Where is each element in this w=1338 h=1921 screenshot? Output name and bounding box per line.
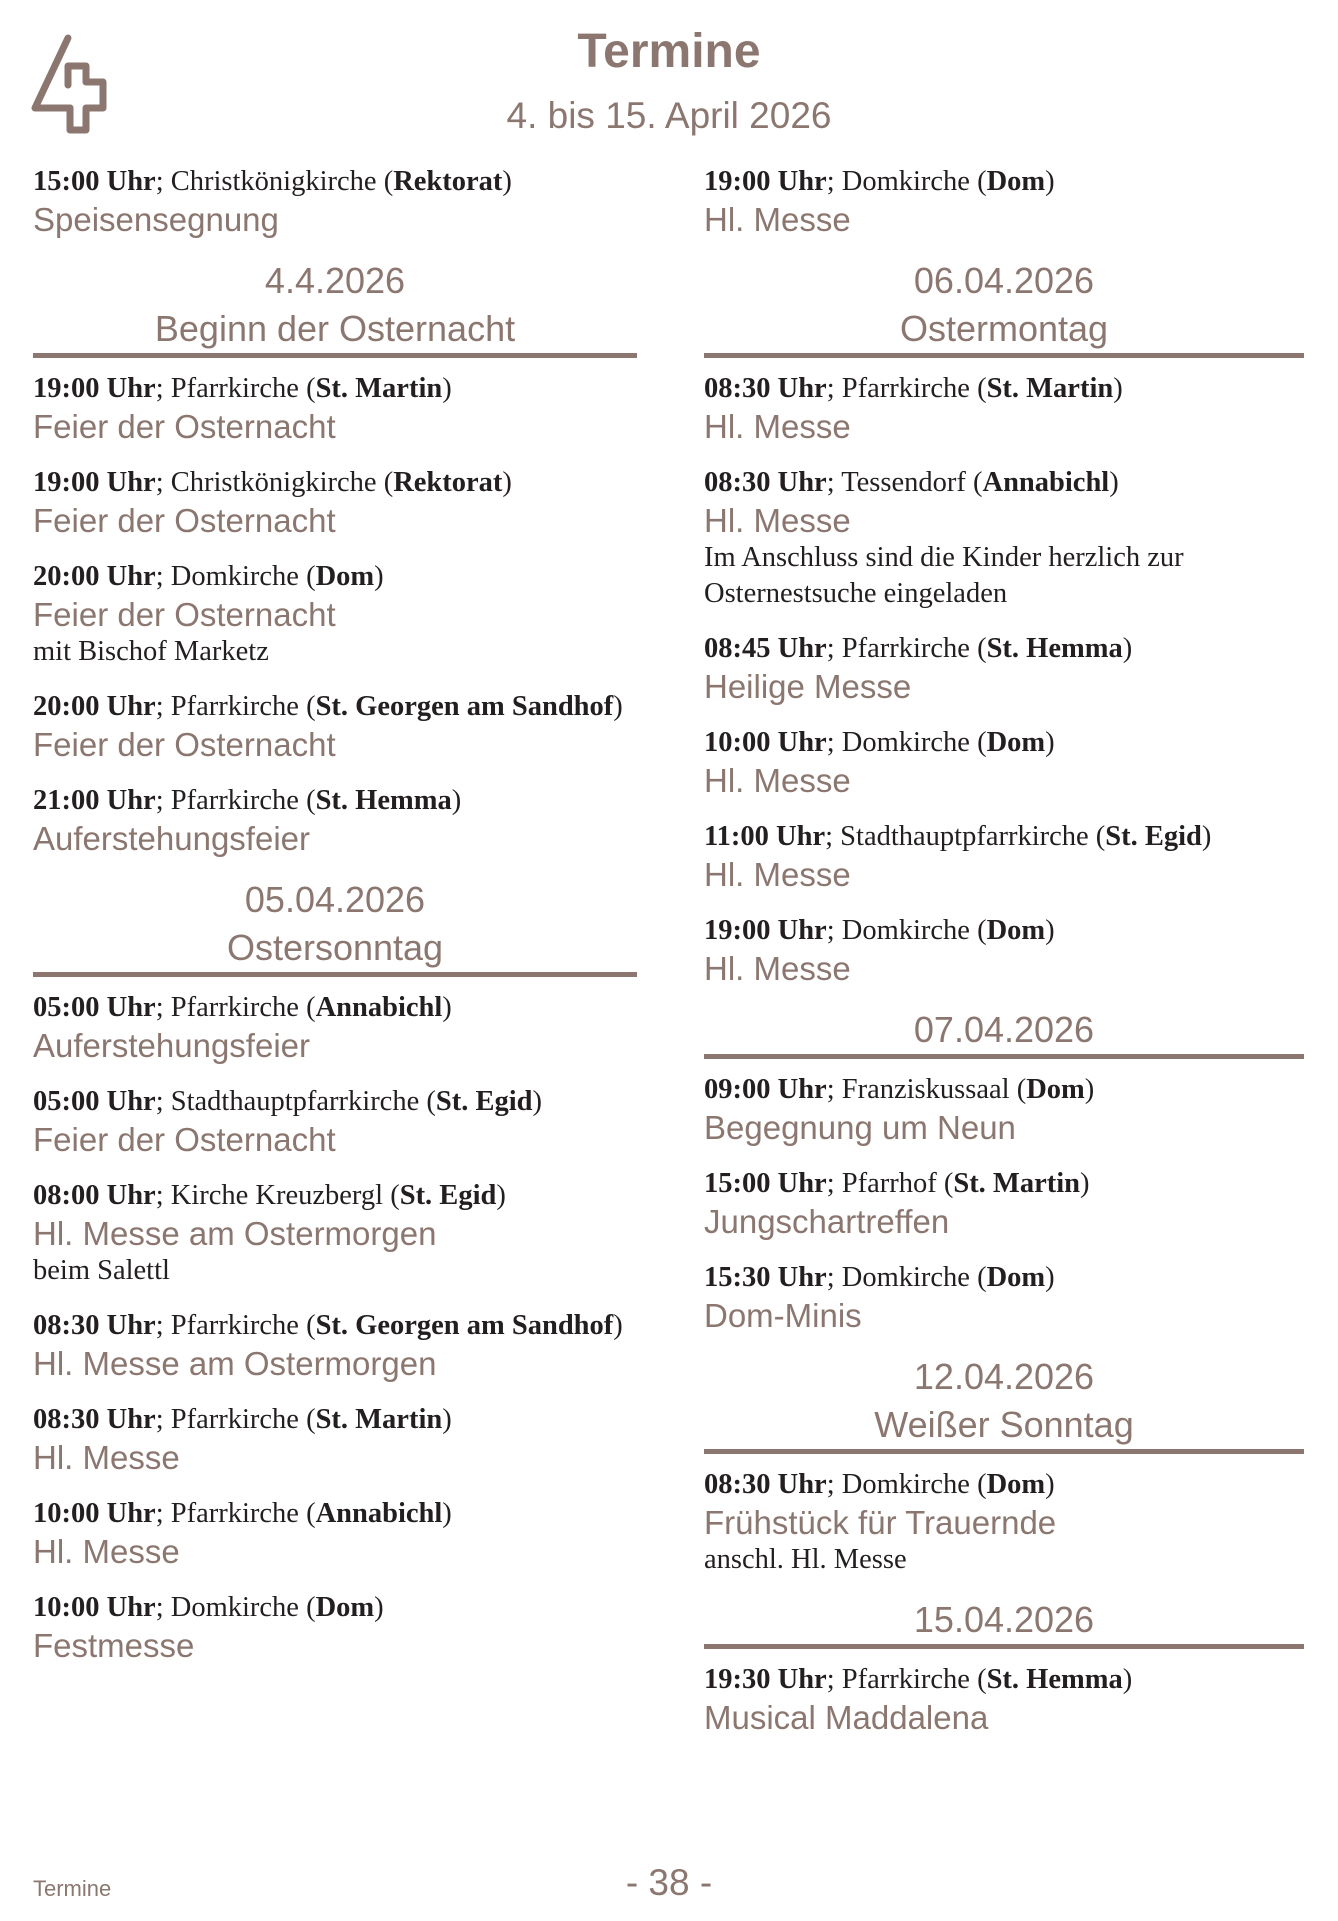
day-section <box>704 1596 1304 1737</box>
day-date: 4.4.2026 <box>264 260 406 301</box>
event-place: Pfarrhof <box>834 1168 944 1199</box>
event-time: 08:30 Uhr <box>704 1469 827 1500</box>
event-item <box>704 370 1304 446</box>
event-parish: Rektorat <box>393 467 503 498</box>
event-header: 10:00 Uhr; Domkirche (Dom) <box>33 1592 384 1623</box>
event-item <box>33 989 637 1065</box>
event-item <box>33 1495 637 1571</box>
event-place: Christkönigkirche <box>163 467 384 498</box>
day-header <box>704 1596 1304 1649</box>
event-header: 08:30 Uhr; Pfarrkirche (St. Georgen am Sandhof) <box>33 1310 623 1341</box>
event-time: 10:00 Uhr <box>704 727 827 758</box>
day-date: 07.04.2026 <box>913 1009 1095 1050</box>
event-item <box>33 558 637 670</box>
event-parish: Annabichl <box>315 1498 443 1529</box>
event-header: 08:45 Uhr; Pfarrkirche (St. Hemma) <box>704 633 1133 664</box>
event-parish: St. Martin <box>315 373 443 404</box>
separator: ; <box>155 1498 164 1529</box>
event-title: Hl. Messe <box>704 502 851 539</box>
event-time: 19:00 Uhr <box>33 373 156 404</box>
event-parish: Dom <box>1026 1074 1085 1105</box>
event-parish: Dom <box>986 1469 1046 1500</box>
event-header: 05:00 Uhr; Stadthauptpfarrkirche (St. Egid) <box>33 1086 542 1117</box>
event-item <box>704 818 1304 894</box>
event-title: Feier der Osternacht <box>33 408 336 445</box>
event-place: Pfarrkirche <box>163 1310 307 1341</box>
event-place: Pfarrkirche <box>163 785 307 816</box>
separator: ; <box>826 633 835 664</box>
event-item <box>704 1259 1304 1335</box>
separator: ; <box>826 1469 835 1500</box>
event-item <box>33 1589 637 1665</box>
separator: ; <box>826 727 835 758</box>
event-header: 20:00 Uhr; Domkirche (Dom) <box>33 561 384 592</box>
day-name: Ostermontag <box>899 308 1109 349</box>
day-section <box>704 257 1304 988</box>
event-parish: St. Hemma <box>986 1664 1123 1695</box>
event-item <box>33 464 637 540</box>
event-place: Kirche Kreuzbergl <box>163 1180 391 1211</box>
event-title: Jungschartreffen <box>704 1203 950 1240</box>
event-parish: St. Egid <box>435 1086 533 1117</box>
event-note: mit Bischof Marketz <box>33 636 269 667</box>
event-item <box>33 1177 637 1289</box>
event-title: Feier der Osternacht <box>33 726 336 763</box>
event-title: Feier der Osternacht <box>33 596 336 633</box>
event-header: 19:00 Uhr; Christkönigkirche (Rektorat) <box>33 467 512 498</box>
event-parish: St. Hemma <box>315 785 452 816</box>
event-time: 08:30 Uhr <box>33 1404 156 1435</box>
event-item <box>33 1083 637 1159</box>
event-header: 10:00 Uhr; Domkirche (Dom) <box>704 727 1055 758</box>
event-time: 08:00 Uhr <box>33 1180 156 1211</box>
event-item <box>704 163 1304 239</box>
event-parish: Annabichl <box>315 992 443 1023</box>
event-place: Domkirche <box>834 727 978 758</box>
event-header: 19:30 Uhr; Pfarrkirche (St. Hemma) <box>704 1664 1133 1695</box>
event-item <box>33 370 637 446</box>
event-place: Domkirche <box>834 166 978 197</box>
separator: ; <box>155 1310 164 1341</box>
event-title: Hl. Messe <box>33 1439 180 1476</box>
event-parish: St. Egid <box>399 1180 497 1211</box>
event-title: Begegnung um Neun <box>704 1109 1016 1146</box>
separator: ; <box>155 1180 164 1211</box>
day-date: 12.04.2026 <box>913 1356 1095 1397</box>
date-range-subtitle: 4. bis 15. April 2026 <box>506 95 832 136</box>
separator: ; <box>826 1074 835 1105</box>
event-parish: St. Georgen am Sandhof <box>315 691 614 722</box>
event-title: Hl. Messe <box>704 762 851 799</box>
event-title: Hl. Messe am Ostermorgen <box>33 1345 437 1382</box>
event-time: 19:30 Uhr <box>704 1664 827 1695</box>
page-number: - 38 - <box>625 1862 713 1903</box>
event-place: Pfarrkirche <box>163 1404 307 1435</box>
event-parish: St. Hemma <box>986 633 1123 664</box>
event-item <box>704 630 1304 706</box>
separator: ; <box>155 1404 164 1435</box>
separator: ; <box>155 166 164 197</box>
event-time: 08:30 Uhr <box>33 1310 156 1341</box>
separator: ; <box>155 467 164 498</box>
event-time: 08:30 Uhr <box>704 373 827 404</box>
event-parish: Dom <box>315 1592 375 1623</box>
event-title: Hl. Messe <box>704 950 851 987</box>
event-place: Stadthauptpfarrkirche <box>833 821 1096 852</box>
event-title: Hl. Messe <box>704 408 851 445</box>
separator: ; <box>825 821 834 852</box>
event-header: 08:30 Uhr; Domkirche (Dom) <box>704 1469 1055 1500</box>
day-name: Beginn der Osternacht <box>154 308 516 349</box>
event-time: 20:00 Uhr <box>33 691 156 722</box>
separator: ; <box>155 785 164 816</box>
event-item <box>33 782 637 858</box>
event-item <box>33 688 637 764</box>
event-header: 19:00 Uhr; Pfarrkirche (St. Martin) <box>33 373 452 404</box>
event-place: Domkirche <box>834 1469 978 1500</box>
day-name: Weißer Sonntag <box>874 1404 1134 1445</box>
day-header <box>33 876 637 977</box>
event-title: Auferstehungsfeier <box>33 1027 311 1064</box>
event-place: Pfarrkirche <box>163 691 307 722</box>
event-title: Frühstück für Trauernde <box>704 1504 1057 1541</box>
event-parish: St. Martin <box>315 1404 443 1435</box>
event-note: Im Anschluss sind die Kinder herzlich zur Osternestsuche eingeladen <box>704 542 1184 609</box>
event-place: Domkirche <box>163 1592 307 1623</box>
day-section <box>33 257 637 858</box>
event-time: 09:00 Uhr <box>704 1074 827 1105</box>
day-date: 05.04.2026 <box>244 879 426 920</box>
event-time: 19:00 Uhr <box>704 166 827 197</box>
event-place: Pfarrkirche <box>834 633 978 664</box>
event-parish: Dom <box>986 1262 1046 1293</box>
event-parish: St. Martin <box>953 1168 1080 1199</box>
footer-section-label: Termine <box>33 1876 112 1901</box>
event-place: Tessendorf <box>834 467 973 498</box>
separator: ; <box>826 1168 835 1199</box>
event-parish: Dom <box>315 561 375 592</box>
day-header <box>704 257 1304 358</box>
event-note: beim Salettl <box>33 1255 170 1286</box>
event-title: Auferstehungsfeier <box>33 820 311 857</box>
event-parish: St. Georgen am Sandhof <box>315 1310 614 1341</box>
day-header <box>704 1006 1304 1059</box>
event-title: Feier der Osternacht <box>33 1121 336 1158</box>
event-item <box>704 724 1304 800</box>
left-column <box>33 163 637 1683</box>
event-time: 05:00 Uhr <box>33 1086 156 1117</box>
event-item <box>704 464 1304 612</box>
event-item <box>704 1661 1304 1737</box>
event-place: Pfarrkirche <box>834 1664 978 1695</box>
event-item <box>704 1071 1304 1147</box>
event-title: Dom-Minis <box>704 1297 862 1334</box>
separator: ; <box>826 1664 835 1695</box>
event-time: 10:00 Uhr <box>33 1592 156 1623</box>
event-title: Feier der Osternacht <box>33 502 336 539</box>
event-header: 21:00 Uhr; Pfarrkirche (St. Hemma) <box>33 785 462 816</box>
event-place: Domkirche <box>163 561 307 592</box>
event-time: 10:00 Uhr <box>33 1498 156 1529</box>
event-time: 20:00 Uhr <box>33 561 156 592</box>
event-header: 09:00 Uhr; Franziskussaal (Dom) <box>704 1074 1095 1105</box>
event-title: Speisensegnung <box>33 201 279 238</box>
event-header: 15:30 Uhr; Domkirche (Dom) <box>704 1262 1055 1293</box>
event-place: Franziskussaal <box>834 1074 1017 1105</box>
event-header: 19:00 Uhr; Domkirche (Dom) <box>704 166 1055 197</box>
event-header: 08:30 Uhr; Tessendorf (Annabichl) <box>704 467 1119 498</box>
event-time: 21:00 Uhr <box>33 785 156 816</box>
event-header: 10:00 Uhr; Pfarrkirche (Annabichl) <box>33 1498 452 1529</box>
event-time: 05:00 Uhr <box>33 992 156 1023</box>
event-time: 11:00 Uhr <box>704 821 826 852</box>
event-parish: Rektorat <box>393 166 503 197</box>
event-parish: Dom <box>986 915 1046 946</box>
event-title: Musical Maddalena <box>704 1699 989 1736</box>
event-item <box>704 912 1304 988</box>
separator: ; <box>155 1086 164 1117</box>
event-place: Pfarrkirche <box>834 373 978 404</box>
separator: ; <box>826 915 835 946</box>
event-time: 15:30 Uhr <box>704 1262 827 1293</box>
day-date: 15.04.2026 <box>913 1599 1095 1640</box>
event-time: 19:00 Uhr <box>33 467 156 498</box>
event-header: 08:30 Uhr; Pfarrkirche (St. Martin) <box>33 1404 452 1435</box>
day-header <box>704 1353 1304 1454</box>
separator: ; <box>155 1592 164 1623</box>
separator: ; <box>155 992 164 1023</box>
event-item <box>33 1307 637 1383</box>
event-header: 08:00 Uhr; Kirche Kreuzbergl (St. Egid) <box>33 1180 506 1211</box>
event-header: 05:00 Uhr; Pfarrkirche (Annabichl) <box>33 992 452 1023</box>
day-name: Ostersonntag <box>226 927 444 968</box>
separator: ; <box>155 691 164 722</box>
separator: ; <box>826 373 835 404</box>
event-parish: Dom <box>986 727 1046 758</box>
event-item <box>33 163 637 239</box>
event-header: 20:00 Uhr; Pfarrkirche (St. Georgen am Sandhof) <box>33 691 623 722</box>
event-place: Christkönigkirche <box>163 166 384 197</box>
day-section <box>704 1353 1304 1578</box>
event-parish: Dom <box>986 166 1046 197</box>
right-column <box>704 163 1304 1755</box>
event-header: 19:00 Uhr; Domkirche (Dom) <box>704 915 1055 946</box>
day-section <box>704 1006 1304 1335</box>
event-item <box>704 1466 1304 1578</box>
separator: ; <box>155 373 164 404</box>
event-parish: St. Egid <box>1105 821 1202 852</box>
event-header: 15:00 Uhr; Pfarrhof (St. Martin) <box>704 1168 1090 1199</box>
event-place: Domkirche <box>834 915 978 946</box>
event-parish: St. Martin <box>986 373 1114 404</box>
event-parish: Annabichl <box>982 467 1110 498</box>
day-date: 06.04.2026 <box>913 260 1095 301</box>
event-title: Hl. Messe am Ostermorgen <box>33 1215 437 1252</box>
event-time: 15:00 Uhr <box>704 1168 827 1199</box>
event-title: Hl. Messe <box>33 1533 180 1570</box>
event-time: 15:00 Uhr <box>33 166 156 197</box>
event-place: Domkirche <box>834 1262 978 1293</box>
event-place: Pfarrkirche <box>163 1498 307 1529</box>
separator: ; <box>826 166 835 197</box>
event-place: Stadthauptpfarrkirche <box>163 1086 427 1117</box>
event-header: 08:30 Uhr; Pfarrkirche (St. Martin) <box>704 373 1123 404</box>
event-time: 19:00 Uhr <box>704 915 827 946</box>
separator: ; <box>826 1262 835 1293</box>
separator: ; <box>826 467 835 498</box>
event-item <box>33 1401 637 1477</box>
event-title: Hl. Messe <box>704 201 851 238</box>
event-title: Heilige Messe <box>704 668 912 705</box>
event-time: 08:45 Uhr <box>704 633 827 664</box>
day-section <box>33 876 637 1665</box>
event-header: 15:00 Uhr; Christkönigkirche (Rektorat) <box>33 166 512 197</box>
event-title: Festmesse <box>33 1627 195 1664</box>
day-header <box>33 257 637 358</box>
event-place: Pfarrkirche <box>163 992 307 1023</box>
event-header: 11:00 Uhr; Stadthauptpfarrkirche (St. Egid) <box>704 821 1212 852</box>
event-note: anschl. Hl. Messe <box>704 1544 907 1575</box>
event-title: Hl. Messe <box>704 856 851 893</box>
separator: ; <box>155 561 164 592</box>
page-title: Termine <box>577 25 761 78</box>
event-place: Pfarrkirche <box>163 373 307 404</box>
event-item <box>704 1165 1304 1241</box>
event-time: 08:30 Uhr <box>704 467 827 498</box>
